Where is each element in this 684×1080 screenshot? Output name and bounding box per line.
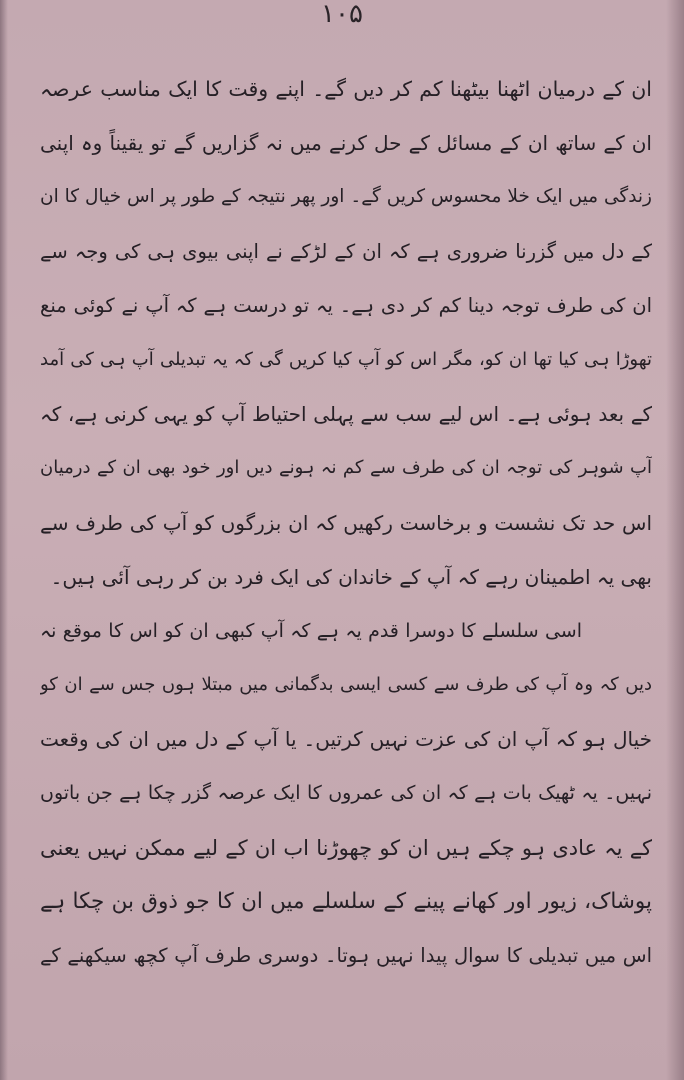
text-line: تھوڑا ہی کیا تھا ان کو، مگر اس کو آپ کیا کریں گی کہ یہ تبدیلی آپ ہی کی آمد xyxy=(40,348,652,370)
text-line: کے بعد ہوئی ہے۔ اس لیے سب سے پہلی احتیاط آپ کو یہی کرنی ہے، کہ xyxy=(40,402,652,427)
text-line: اس میں تبدیلی کا سوال پیدا نہیں ہوتا۔ دوسری طرف آپ کچھ سیکھنے کے xyxy=(40,944,652,967)
text-line: اس حد تک نشست و برخاست رکھیں کہ ان بزرگوں کو آپ کی طرف سے xyxy=(40,510,652,535)
text-line: دیں کہ وہ آپ کی طرف سے کسی ایسی بدگمانی میں مبتلا ہوں جس سے ان کو xyxy=(40,674,652,696)
text-line: کے یہ عادی ہو چکے ہیں ان کو چھوڑنا اب ان کے لیے ممکن نہیں یعنی xyxy=(40,835,652,860)
text-line: نہیں۔ یہ ٹھیک بات ہے کہ ان کی عمروں کا ایک عرصہ گزر چکا ہے جن باتوں xyxy=(40,782,652,805)
page-right-edge-shadow xyxy=(666,0,684,1080)
text-line: آپ شوہر کی توجہ ان کی طرف سے کم نہ ہونے دیں اور خود بھی ان کے درمیان xyxy=(40,457,652,479)
text-line: پوشاک، زیور اور کھانے پینے کے سلسلے میں ان کا جو ذوق بن چکا ہے xyxy=(40,888,652,914)
page-number: ۱۰۵ xyxy=(321,0,363,29)
text-line: اسی سلسلے کا دوسرا قدم یہ ہے کہ آپ کبھی ان کو اس کا موقع نہ xyxy=(40,619,582,642)
text-line: ان کے ساتھ ان کے مسائل کے حل کرنے میں نہ گزاریں گے تو یقیناً وہ اپنی xyxy=(40,131,652,156)
text-line: ان کی طرف توجہ دینا کم کر دی ہے۔ یہ تو درست ہے کہ آپ نے کوئی منع xyxy=(40,293,652,317)
text-line: زندگی میں ایک خلا محسوس کریں گے۔ اور پھر نتیجہ کے طور پر اس خیال کا ان xyxy=(40,186,652,208)
page-left-edge-shadow xyxy=(0,0,8,1080)
text-line: بھی یہ اطمینان رہے کہ آپ کے خاندان کی ایک فرد بن کر رہی آئی ہیں۔ xyxy=(50,564,652,589)
text-line: خیال ہو کہ آپ ان کی عزت نہیں کرتیں۔ یا آپ کے دل میں ان کی وقعت xyxy=(40,727,652,752)
text-line: کے دل میں گزرنا ضروری ہے کہ ان کے لڑکے نے اپنی بیوی ہی کی وجہ سے xyxy=(40,239,652,263)
body-text xyxy=(40,62,652,983)
text-line: ان کے درمیان اٹھنا بیٹھنا کم کر دیں گے۔ اپنے وقت کا ایک مناسب عرصہ xyxy=(40,77,652,101)
